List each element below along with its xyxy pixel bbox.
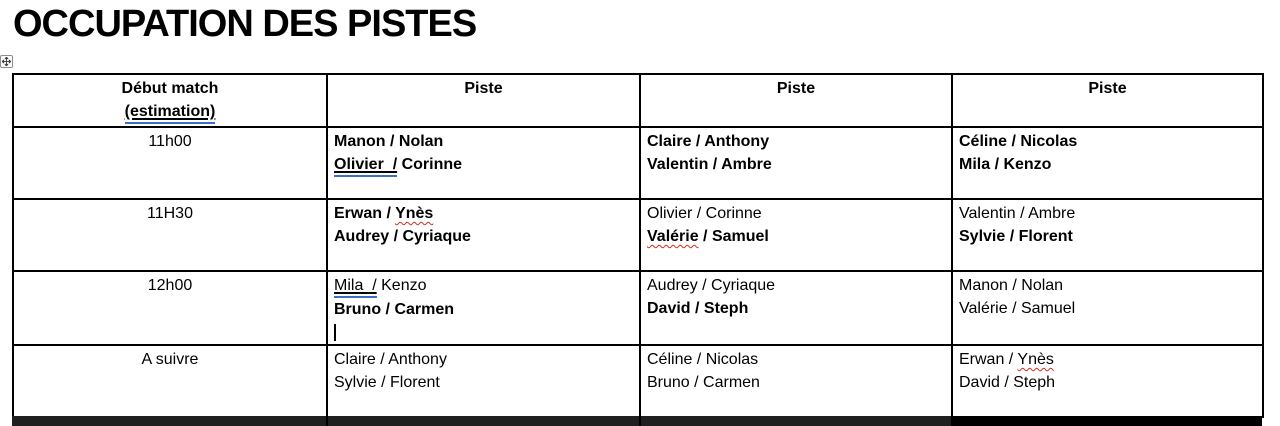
time-cell[interactable]: 11h00 — [13, 127, 327, 199]
table-row — [13, 345, 1263, 417]
text-run: Corinne — [397, 156, 463, 173]
piste-cell[interactable] — [327, 345, 640, 417]
header-cell-piste-2[interactable]: Piste — [640, 74, 952, 127]
text-run: Valérie — [647, 228, 699, 245]
player-pair-line — [647, 153, 945, 176]
piste-cell[interactable] — [952, 199, 1263, 271]
text-run: Erwan / — [334, 205, 396, 222]
header-cell-piste-3[interactable]: Piste — [952, 74, 1263, 127]
player-pair-line — [334, 321, 633, 344]
text-run: Erwan / — [959, 351, 1018, 368]
text-run: Manon / Nolan — [959, 277, 1064, 294]
text-run: Ynès — [395, 205, 434, 222]
text-run: Sylvie / Florent — [959, 228, 1073, 245]
text-run: Audrey / Cyriaque — [647, 277, 776, 294]
player-pair-line — [647, 297, 945, 320]
table-row — [13, 127, 1263, 199]
player-pair-line — [959, 297, 1256, 320]
player-pair-line — [959, 348, 1256, 371]
text-run: Valérie / Samuel — [959, 300, 1076, 317]
player-pair-line — [959, 371, 1256, 394]
text-run: Valentin / Ambre — [959, 205, 1076, 222]
text-run: Valentin / Ambre — [647, 156, 772, 173]
header-debut-line2 — [20, 100, 320, 124]
text-run: Olivier / Corinne — [647, 205, 762, 222]
time-cell[interactable]: 11H30 — [13, 199, 327, 271]
text-run: Manon / Nolan — [334, 133, 444, 150]
player-pair-line — [647, 225, 945, 248]
header-row — [13, 74, 1263, 127]
text-run: Mila / — [334, 276, 377, 298]
player-pair-line — [334, 348, 633, 371]
text-run: / Samuel — [698, 228, 769, 245]
time-cell[interactable]: 12h00 — [13, 271, 327, 345]
player-pair-line — [334, 202, 633, 225]
text-run: Céline / Nicolas — [959, 133, 1078, 150]
player-pair-line — [959, 130, 1256, 153]
piste-cell[interactable] — [640, 199, 952, 271]
player-pair-line — [959, 225, 1256, 248]
player-pair-line — [959, 202, 1256, 225]
piste-cell[interactable] — [327, 127, 640, 199]
header-cell-debut-match[interactable] — [13, 74, 327, 127]
piste-cell[interactable] — [640, 345, 952, 417]
estimation-format-underline: (estimation) — [125, 102, 216, 124]
text-run: Ynès — [1017, 351, 1054, 368]
move-cross-icon — [2, 57, 11, 66]
text-run: Bruno / Carmen — [334, 301, 455, 318]
piste-cell[interactable] — [327, 199, 640, 271]
text-run: Audrey / Cyriaque — [334, 228, 471, 245]
text-run: Claire / Anthony — [334, 351, 447, 368]
player-pair-line — [647, 348, 945, 371]
text-run: Sylvie / Florent — [334, 374, 440, 391]
header-cell-piste-1[interactable]: Piste — [327, 74, 640, 127]
text-run: Mila / Kenzo — [959, 156, 1052, 173]
player-pair-line — [959, 153, 1256, 176]
player-pair-line — [334, 153, 633, 177]
player-pair-line — [334, 130, 633, 153]
player-pair-line — [647, 202, 945, 225]
piste-cell[interactable] — [952, 127, 1263, 199]
text-cursor — [334, 324, 336, 341]
player-pair-line — [334, 274, 633, 298]
player-pair-line — [647, 130, 945, 153]
player-pair-line — [334, 298, 633, 321]
table-row — [13, 271, 1263, 345]
text-run: Claire / Anthony — [647, 133, 770, 150]
piste-cell[interactable] — [327, 271, 640, 345]
dark-row-cell[interactable] — [12, 416, 326, 426]
pistes-schedule-table — [12, 73, 1264, 418]
table-body — [13, 127, 1263, 417]
text-run: David / Steph — [959, 374, 1056, 391]
piste-cell[interactable] — [640, 271, 952, 345]
dark-row-cell[interactable] — [326, 416, 639, 426]
player-pair-line — [334, 371, 633, 394]
dark-row-cell[interactable] — [639, 416, 951, 426]
time-cell[interactable]: A suivre — [13, 345, 327, 417]
player-pair-line — [334, 225, 633, 248]
header-debut-line1: Début match — [121, 80, 219, 97]
table-move-handle[interactable] — [0, 55, 13, 68]
piste-cell[interactable] — [952, 345, 1263, 417]
player-pair-line — [959, 274, 1256, 297]
dark-row-cell[interactable] — [951, 416, 1262, 426]
text-run: Céline / Nicolas — [647, 351, 759, 368]
next-row-dark-strip — [12, 416, 1262, 426]
text-run: Kenzo — [376, 277, 427, 294]
player-pair-line — [647, 274, 945, 297]
text-run: Bruno / Carmen — [647, 374, 760, 391]
page-title: OCCUPATION DES PISTES — [13, 3, 477, 45]
text-run: David / Steph — [647, 300, 749, 317]
piste-cell[interactable] — [952, 271, 1263, 345]
player-pair-line — [647, 371, 945, 394]
table-row — [13, 199, 1263, 271]
text-run: Olivier / — [334, 155, 397, 177]
piste-cell[interactable] — [640, 127, 952, 199]
